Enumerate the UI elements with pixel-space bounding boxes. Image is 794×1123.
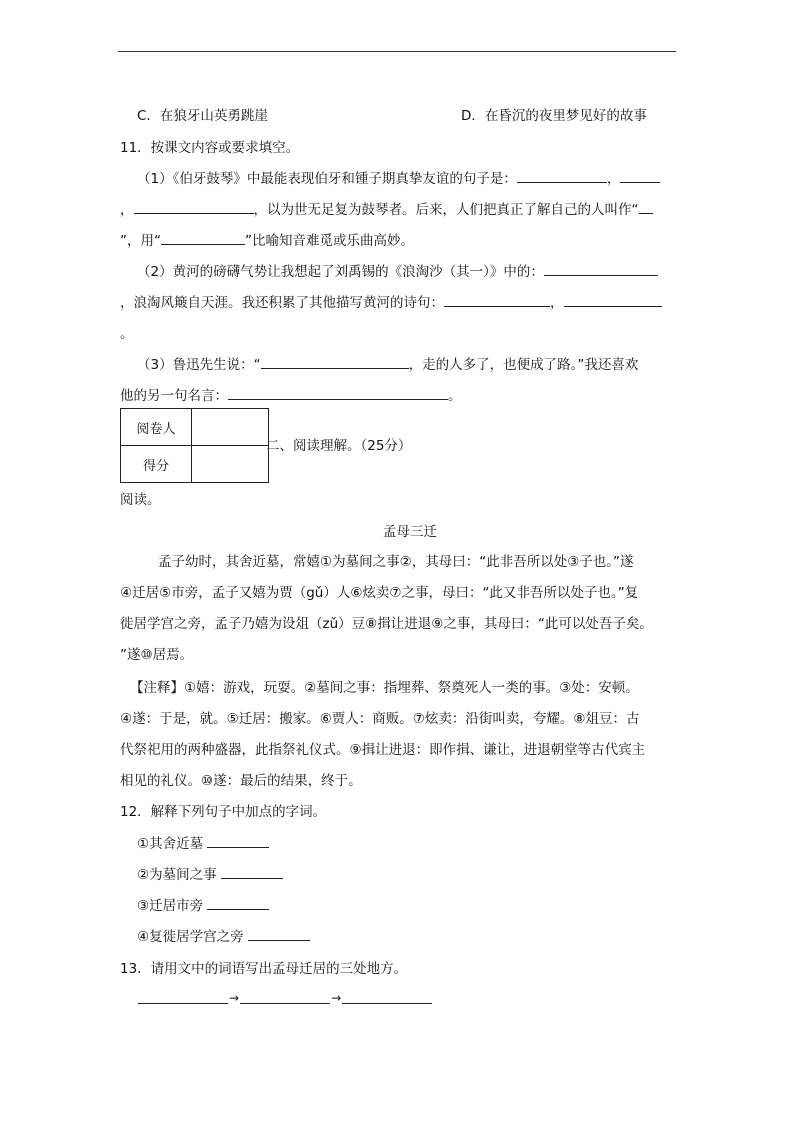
score-table [120,408,269,483]
q11-part2-line2: ，浪淘风簸自天涯。我还积累了其他描写黄河的诗句： ， [120,291,662,311]
score-label: 得分 [121,446,192,483]
score-cell[interactable] [192,446,269,483]
q13-answer-row [138,990,432,1008]
answer-blank[interactable] [342,990,432,1004]
arrow-right-icon: → [331,991,342,1005]
answer-blank[interactable] [240,990,330,1004]
passage-line: ”遂⑩居焉。 [120,647,194,663]
answer-blank[interactable] [228,386,448,400]
reading-intro: 阅读。 [120,492,161,508]
passage-line: 孟子幼时，其舍近墓，常嬉①为墓间之事②，其母曰：“此非吾所以处③子也。”遂 [158,554,634,570]
q12-item: ②为墓间之事 [137,863,283,883]
q11-part1-line3: ”，用“ ”比喻知音难觅或乐曲高妙。 [120,233,414,249]
answer-blank[interactable] [134,200,254,214]
notes-line: ④遂：于是，就。⑤迁居：搬家。⑥贾人：商贩。⑦炫卖：沿街叫卖，夸耀。⑧俎豆：古 [120,711,640,727]
header-rule [118,51,676,52]
passage-line: 徙居学宫之旁，孟子乃嬉为设俎（zǔ）豆⑧揖让进退⑨之事，其母曰：“此可以处吾子矣。 [120,616,653,632]
answer-blank[interactable] [138,990,228,1004]
option-c: C．在狼牙山英勇跳崖 [137,108,268,124]
q12-item: ③迁居市旁 [137,894,269,914]
answer-blank[interactable] [207,834,269,848]
q11-part2-line3: 。 [120,326,134,342]
q11-part2-line1: （2）黄河的磅礴气势让我想起了刘禹锡的《浪淘沙（其一）》中的： [137,260,658,280]
answer-blank[interactable] [517,169,607,183]
question-12-stem: 12．解释下列句子中加点的字词。 [120,804,327,820]
q12-item: ①其舍近墓 [137,832,269,852]
option-d: D．在昏沉的夜里梦见好的故事 [461,108,647,124]
notes-line: 【注释】①嬉：游戏，玩耍。②墓间之事：指埋葬、祭奠死人一类的事。③处：安顿。 [130,680,639,696]
notes-line: 相见的礼仪。⑩遂：最后的结果，终于。 [120,773,362,789]
answer-blank[interactable] [207,896,269,910]
question-11-stem: 11．按课文内容或要求填空。 [120,140,300,156]
q12-item: ④复徙居学宫之旁 [137,925,310,945]
answer-blank[interactable] [620,169,660,183]
arrow-right-icon: → [229,991,240,1005]
reviewer-label: 阅卷人 [121,409,192,446]
answer-blank[interactable] [444,293,550,307]
q11-part1-line1: （1）《伯牙鼓琴》中最能表现伯牙和锺子期真挚友谊的句子是： ， [137,167,660,187]
reviewer-cell[interactable] [192,409,269,446]
passage-line: ④迁居⑤市旁，孟子又嬉为贾（gǔ）人⑥炫卖⑦之事，母曰：“此又非吾所以处子也。”复 [120,585,639,601]
passage-title: 孟母三迁 [383,524,437,540]
q11-part3-line2: 他的另一句名言： 。 [120,388,462,404]
answer-blank[interactable] [221,865,283,879]
answer-blank[interactable] [261,355,409,369]
answer-blank[interactable] [564,293,662,307]
question-13-stem: 13．请用文中的词语写出孟母迁居的三处地方。 [120,961,408,977]
q11-part1-line2: ， ，以为世无足复为鼓琴者。后来，人们把真正了解自己的人叫作“ [120,198,653,218]
notes-line: 代祭祀用的两种盛器，此指祭礼仪式。⑨揖让进退：即作揖、谦让，进退朝堂等古代宾主 [120,742,646,758]
answer-blank[interactable] [248,927,310,941]
answer-blank[interactable] [161,231,245,245]
answer-blank[interactable] [639,200,653,214]
section-2-title: 二、阅读理解。（25分） [266,438,412,454]
answer-blank[interactable] [544,262,658,276]
q11-part3-line1: （3）鲁迅先生说：“ ，走的人多了，也便成了路。”我还喜欢 [137,357,639,373]
